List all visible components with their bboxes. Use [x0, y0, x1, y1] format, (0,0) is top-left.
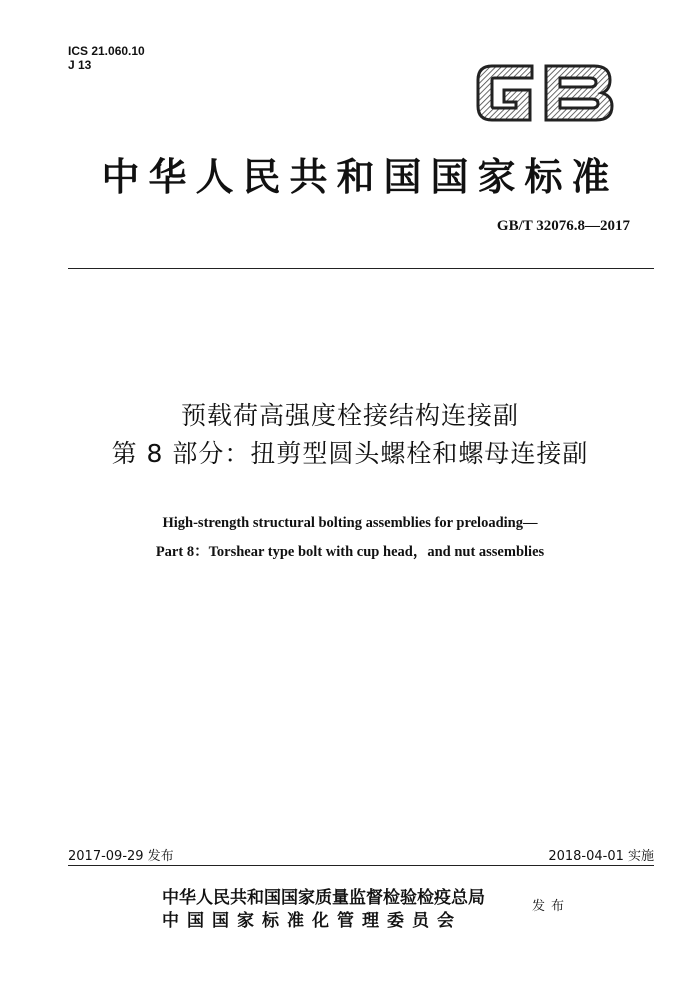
issue-date: 2017-09-29 发布: [68, 849, 174, 864]
english-title-line-1: High-strength structural bolting assemblies for preloading—: [162, 515, 538, 531]
classification-codes: [68, 44, 145, 72]
issuer-aqsiq: 中华人民共和国国家质量监督检验检疫总局: [162, 888, 485, 908]
standard-code: GB/T 32076.8—2017: [496, 218, 630, 234]
ccs-code: J 13: [68, 58, 92, 72]
english-title-line-2: Part 8：Torshear type bolt with cup head，and nut assemblies: [155, 544, 545, 560]
gb-logo-icon: [470, 58, 620, 128]
publish-label: 发布: [532, 899, 571, 914]
implementation-date: 2018-04-01 实施: [548, 849, 654, 864]
top-divider: [68, 268, 654, 269]
chinese-title-line-2: 第 8 部分：扭剪型圆头螺栓和螺母连接副: [111, 439, 589, 468]
chinese-title-line-1: 预载荷高强度栓接结构连接副: [180, 401, 519, 430]
issuer-sac: 中国国家标准化管理委员会: [162, 911, 462, 931]
ics-code: ICS 21.060.10: [68, 44, 145, 58]
bottom-divider: [68, 865, 654, 866]
national-standard-title: 中华人民共和国国家标准: [101, 154, 619, 199]
